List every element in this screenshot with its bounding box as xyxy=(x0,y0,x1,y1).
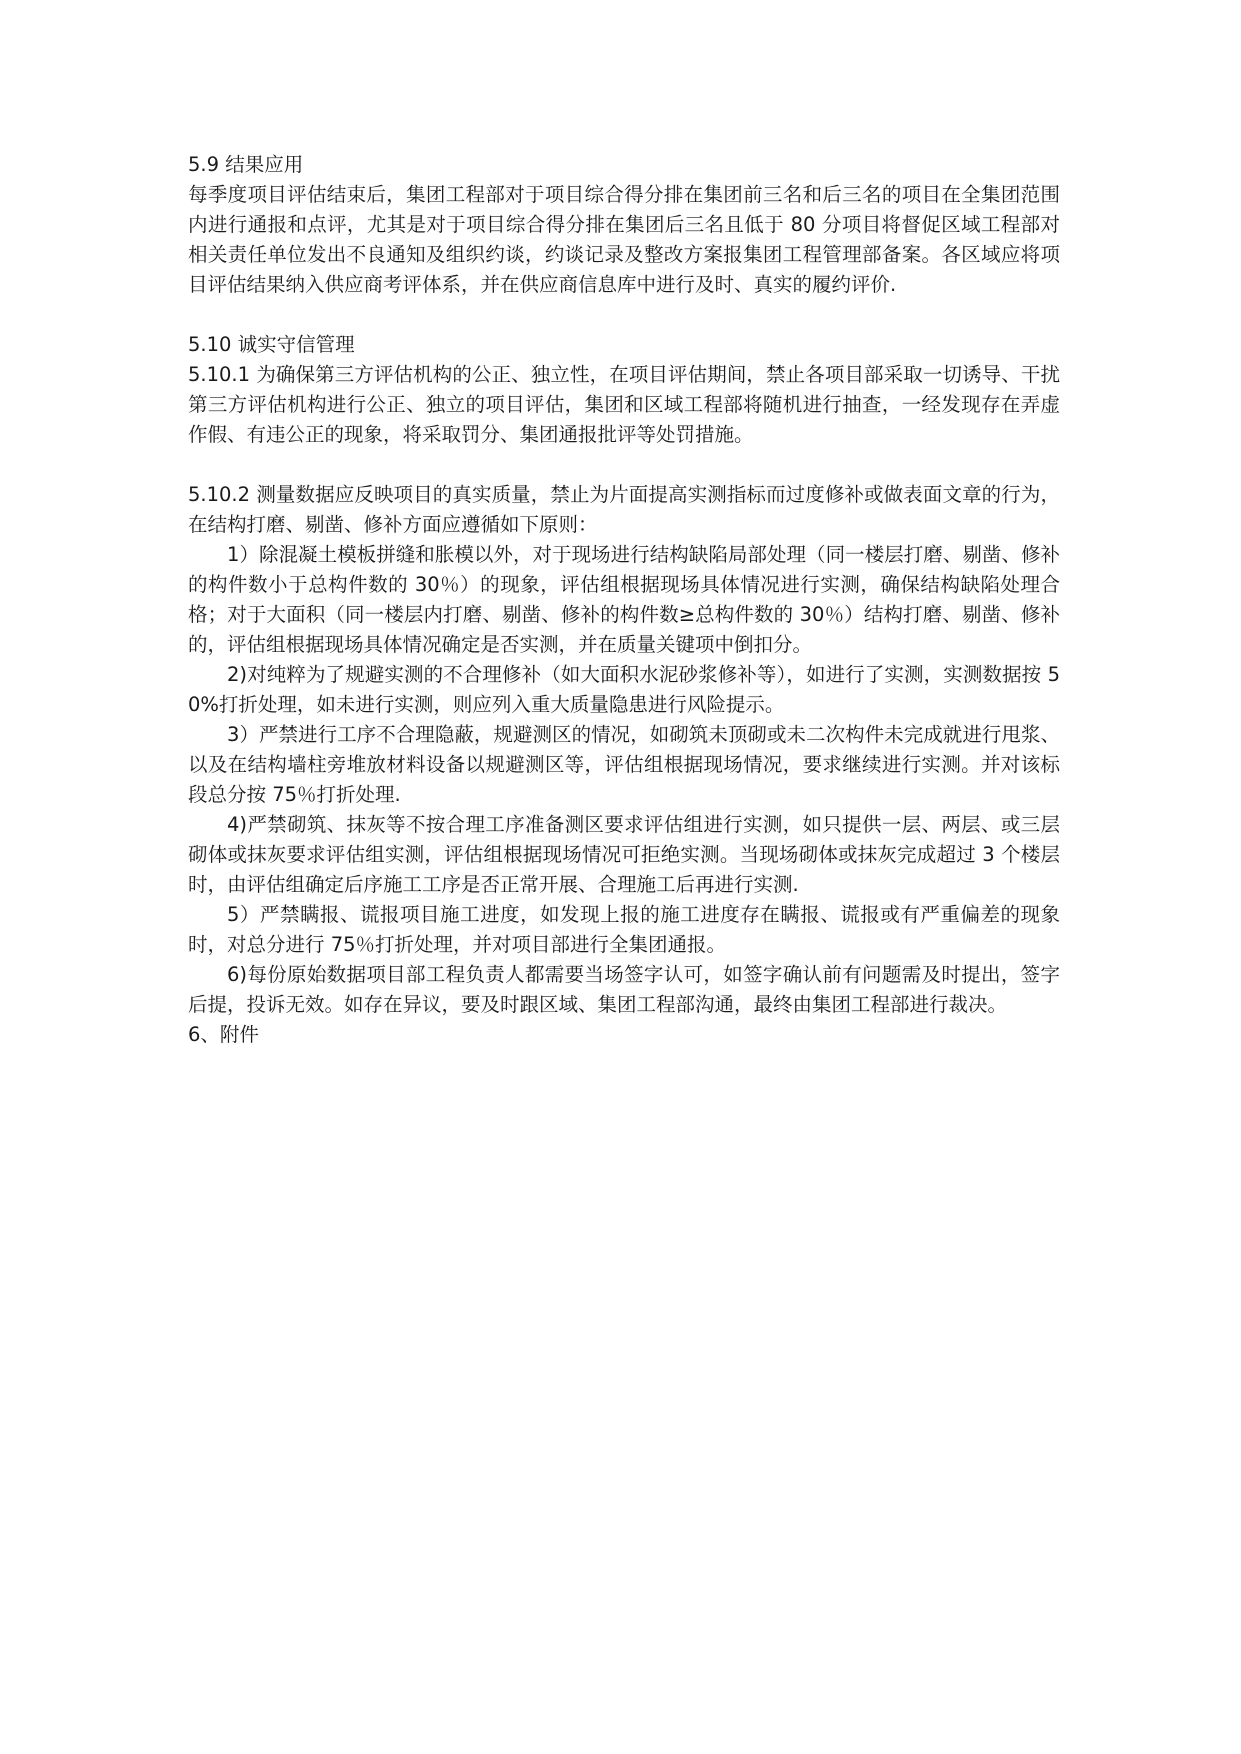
rule-1: 1）除混凝土模板拼缝和胀模以外，对于现场进行结构缺陷局部处理（同一楼层打磨、剔凿、修补的构件数小于总构件数的 30％）的现象，评估组根据现场具体情况进行实测，确保结构缺陷处理合格；对于大面积（同一楼层内打磨、剔凿、修补的构件数≥总构件数的 30％）结构打磨、剔凿、修补的，评估组根据现场具体情况确定是否实测，并在质量关键项中倒扣分。 xyxy=(188,543,1060,656)
section-5-10-heading: 5.10 诚实守信管理 xyxy=(188,333,355,356)
item-5-10-2: 5.10.2 测量数据应反映项目的真实质量，禁止为片面提高实测指标而过度修补或做表面文章的行为，在结构打磨、剔凿、修补方面应遵循如下原则： xyxy=(188,483,1060,536)
paragraph-spacer xyxy=(188,300,1060,330)
item-5-10-1: 5.10.1 为确保第三方评估机构的公正、独立性，在项目评估期间，禁止各项目部采取一切诱导、干扰第三方评估机构进行公正、独立的项目评估，集团和区域工程部将随机进行抽查，一经发现存在弄虚作假、有违公正的现象，将采取罚分、集团通报批评等处罚措施。 xyxy=(188,363,1060,446)
rule-6: 6)每份原始数据项目部工程负责人都需要当场签字认可，如签字确认前有问题需及时提出，签字后提，投诉无效。如存在异议，要及时跟区域、集团工程部沟通，最终由集团工程部进行裁决。 xyxy=(188,963,1060,1016)
section-5-9-heading: 5.9 结果应用 xyxy=(188,153,304,176)
rule-5: 5）严禁瞒报、谎报项目施工进度，如发现上报的施工进度存在瞒报、谎报或有严重偏差的现象时，对总分进行 75％打折处理，并对项目部进行全集团通报。 xyxy=(188,903,1060,956)
section-5-9-paragraph: 每季度项目评估结束后，集团工程部对于项目综合得分排在集团前三名和后三名的项目在全集团范围内进行通报和点评，尤其是对于项目综合得分排在集团后三名且低于 80 分项目将督促区域工程部对相关责任单位发出不良通知及组织约谈，约谈记录及整改方案报集团工程管理部备案。各区域应将项目评估结果纳入供应商考评体系，并在供应商信息库中进行及时、真实的履约评价. xyxy=(188,183,1060,296)
section-6-heading: 6、附件 xyxy=(188,1023,259,1046)
rule-2: 2)对纯粹为了规避实测的不合理修补（如大面积水泥砂浆修补等），如进行了实测，实测数据按 50%打折处理，如未进行实测，则应列入重大质量隐患进行风险提示。 xyxy=(188,663,1060,716)
paragraph-spacer xyxy=(188,450,1060,480)
document-body xyxy=(188,150,1060,1050)
rule-4: 4)严禁砌筑、抹灰等不按合理工序准备测区要求评估组进行实测，如只提供一层、两层、或三层砌体或抹灰要求评估组实测，评估组根据现场情况可拒绝实测。当现场砌体或抹灰完成超过 3 个楼层时，由评估组确定后序施工工序是否正常开展、合理施工后再进行实测. xyxy=(188,813,1060,896)
rule-3: 3）严禁进行工序不合理隐蔽，规避测区的情况，如砌筑未顶砌或未二次构件未完成就进行甩浆、以及在结构墙柱旁堆放材料设备以规避测区等，评估组根据现场情况，要求继续进行实测。并对该标段总分按 75％打折处理. xyxy=(188,723,1060,806)
